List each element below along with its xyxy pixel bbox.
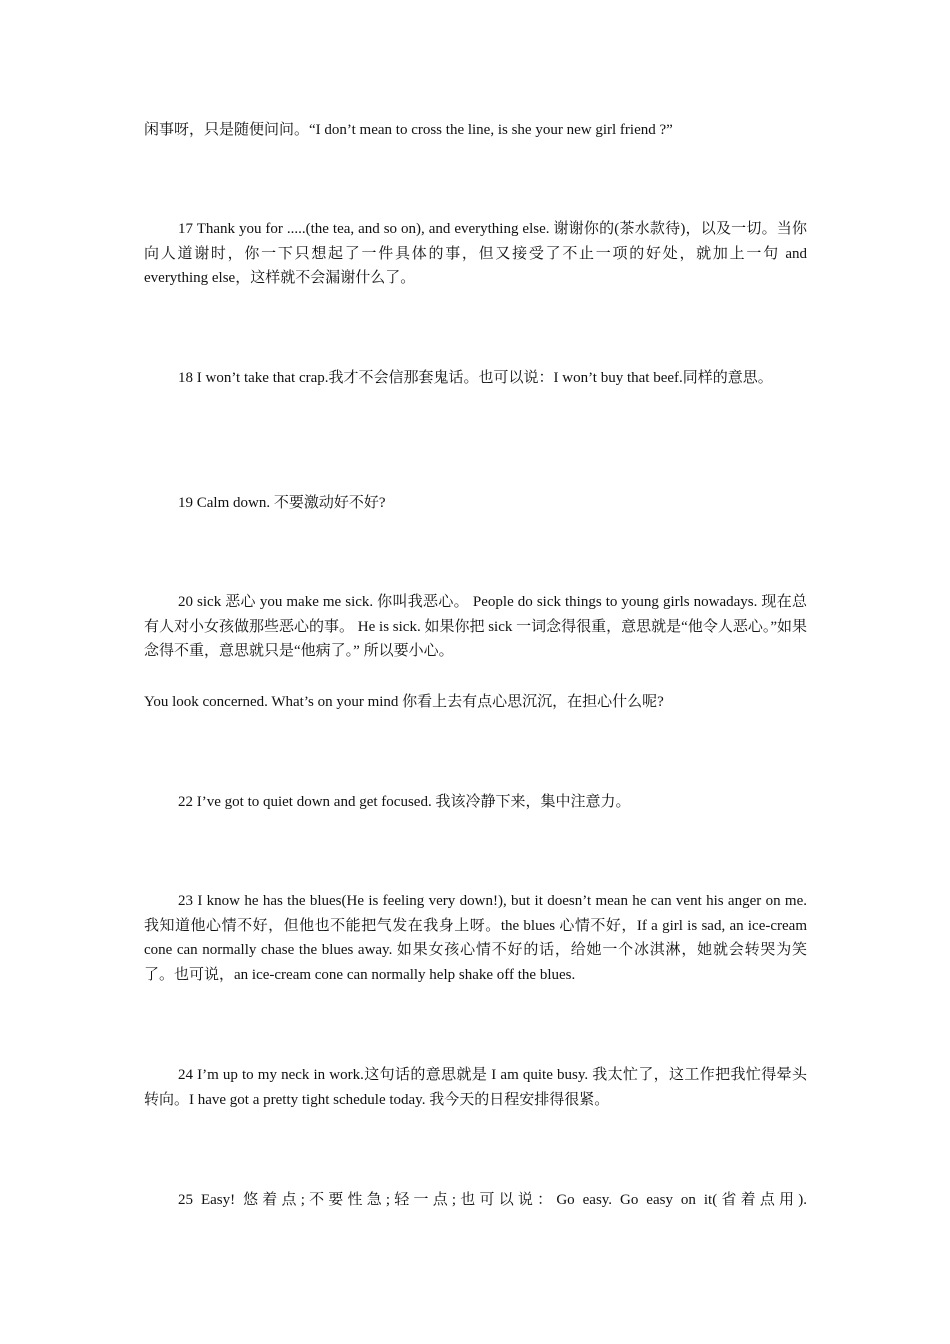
paragraph-21: You look concerned. What’s on your mind 你看上去有点心思沉沉，在担心什么呢? xyxy=(144,694,664,710)
paragraph-22: 22 I’ve got to quiet down and get focused. 我该冷静下来，集中注意力。 xyxy=(178,794,631,810)
paragraph-23: 23 I know he has the blues(He is feeling very down!), but it doesn’t mean he can vent his anger on me. 我知道他心情不好，但他也不能把气发在我身上呀。the blues 心情不好，If a girl is sad, an ice-cream cone can normally chase the blues away. 如果女孩心情不好的话，给她一个冰淇淋，她就会转哭为笑了。也可说，an ice-cream cone can normally help shake off the blues. xyxy=(144,893,807,983)
paragraph-24: 24 I’m up to my neck in work.这句话的意思就是 I am quite busy. 我太忙了，这工作把我忙得晕头转向。I have got a pretty tight schedule today. 我今天的日程安排得很紧。 xyxy=(144,1067,807,1108)
paragraph-19: 19 Calm down. 不要激动好不好? xyxy=(178,495,386,511)
paragraph-16-continued: 闲事呀，只是随便问问。“I don’t mean to cross the line, is she your new girl friend ?” xyxy=(144,122,673,138)
paragraph-25: 25 Easy! 悠着点;不要性急;轻一点;也可以说：Go easy. Go easy on it(省着点用). xyxy=(178,1192,807,1208)
paragraph-17: 17 Thank you for .....(the tea, and so on), and everything else. 谢谢你的(茶水款待)，以及一切。当你向人道谢时，你一下只想起了一件具体的事，但又接受了不止一项的好处，就加上一句 and everything else，这样就不会漏谢什么了。 xyxy=(144,221,807,286)
paragraph-18: 18 I won’t take that crap.我才不会信那套鬼话。也可以说：I won’t buy that beef.同样的意思。 xyxy=(178,370,773,386)
paragraph-20: 20 sick 恶心 you make me sick. 你叫我恶心。 People do sick things to young girls nowadays. 现在总有人对小女孩做那些恶心的事。 He is sick. 如果你把 sick 一词念得很重，意思就是“他令人恶心。”如果念得不重，意思就只是“他病了。” 所以要小心。 xyxy=(144,594,807,659)
